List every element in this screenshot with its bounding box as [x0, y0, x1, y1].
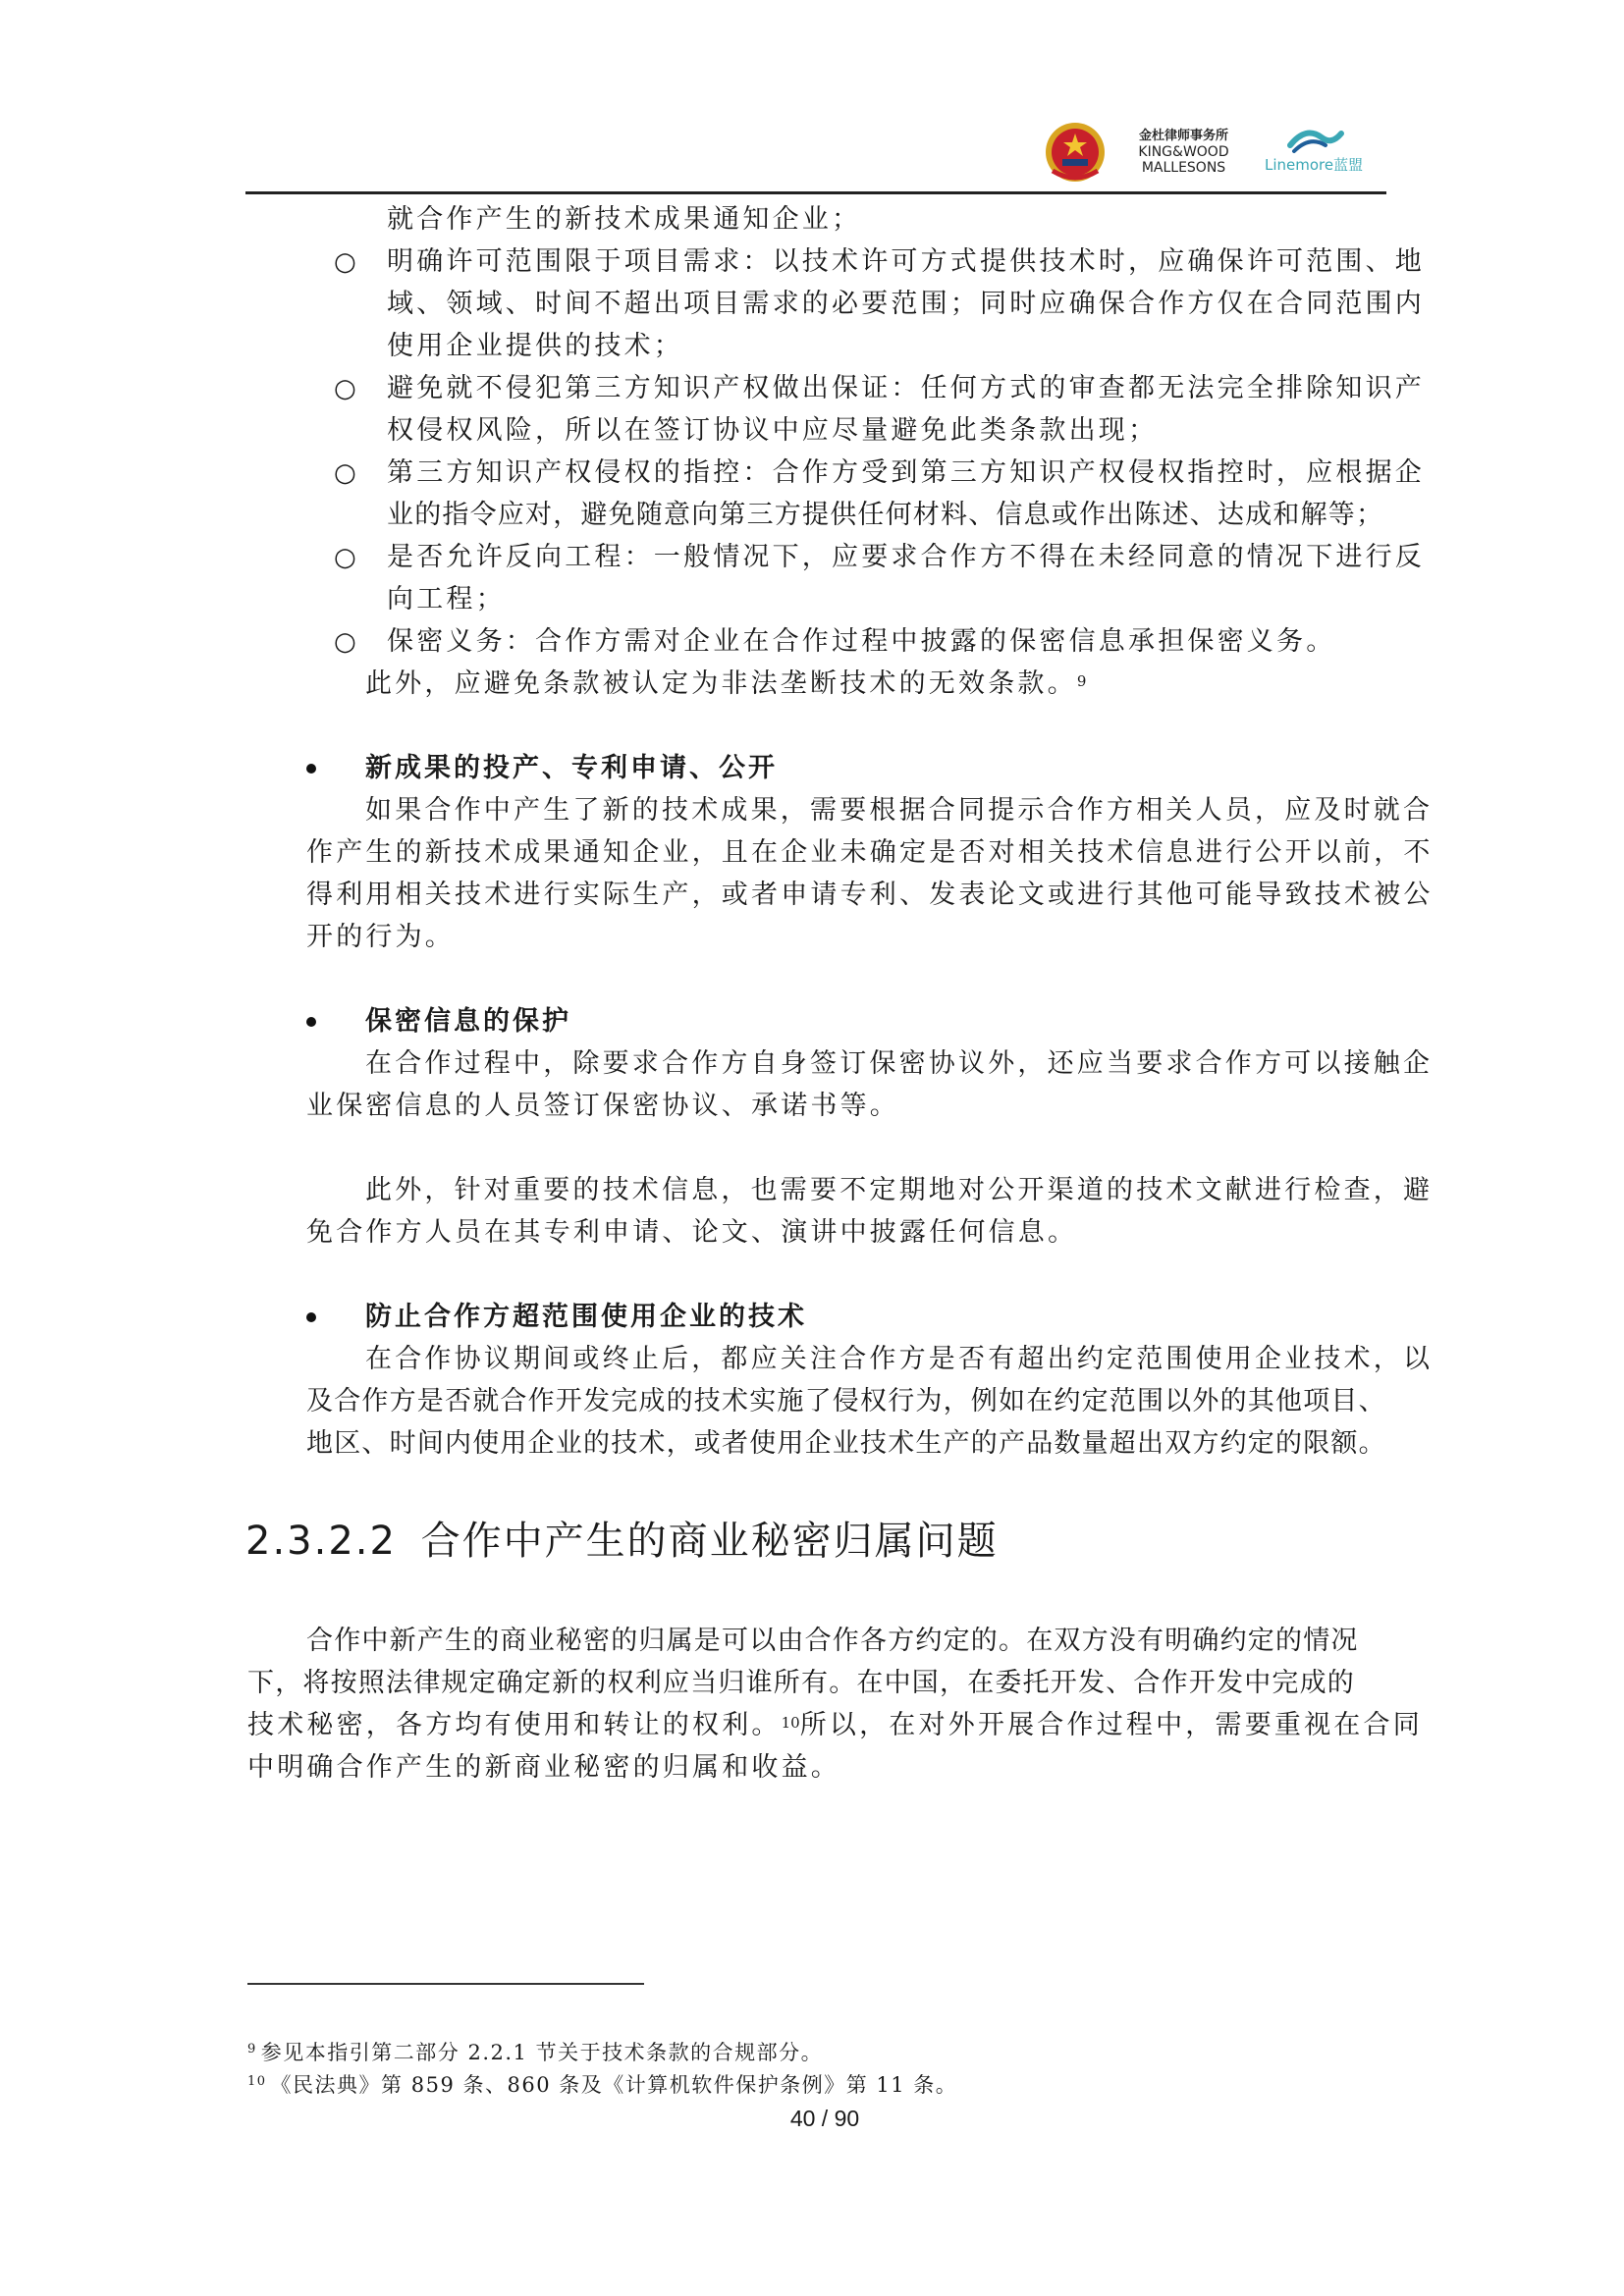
footnote-number: 10 [247, 2074, 267, 2089]
paragraph-line: 在合作协议期间或终止后，都应关注合作方是否有超出约定范围使用企业技术，以 [365, 1344, 1434, 1374]
paragraph-line: 及合作方是否就合作开发完成的技术实施了侵权行为，例如在约定范围以外的其他项目、 [306, 1386, 1386, 1416]
section-title: 防止合作方超范围使用企业的技术 [365, 1302, 807, 1332]
list-item-line: 使用企业提供的技术； [387, 331, 683, 361]
paragraph-line: 地区、时间内使用企业的技术，或者使用企业技术生产的产品数量超出双方约定的限额。 [306, 1428, 1386, 1459]
list-item-line: 业的指令应对，避免随意向第三方提供任何材料、信息或作出陈述、达成和解等； [387, 500, 1384, 530]
footnote [247, 2037, 823, 2072]
body-text: 所以，在对外开展合作过程中，需要重视在合同 [799, 1710, 1423, 1740]
kwm-logo-cn: 金杜律师事务所 [1138, 129, 1228, 143]
section-heading-title: 合作中产生的商业秘密归属问题 [420, 1519, 999, 1564]
header-divider [245, 191, 1386, 194]
list-item-line: 向工程； [387, 584, 506, 614]
kwm-logo-en1: KING&WOOD [1138, 144, 1229, 160]
police-emblem-logo [1043, 120, 1108, 185]
paragraph-line: 得利用相关技术进行实际生产，或者申请专利、发表论文或进行其他可能导致技术被公 [306, 880, 1434, 910]
page-number: 40 / 90 [789, 2106, 860, 2131]
dot-bullet-icon [306, 1017, 316, 1027]
footnote-text: 参见本指引第二部分 2.2.1 节关于技术条款的合规部分。 [260, 2041, 824, 2064]
section-title: 新成果的投产、专利申请、公开 [365, 753, 778, 783]
circle-bullet-icon: ○ [334, 627, 356, 657]
paragraph-line: 免合作方人员在其专利申请、论文、演讲中披露任何信息。 [306, 1217, 1078, 1248]
section-title: 保密信息的保护 [365, 1006, 571, 1037]
circle-bullet-icon: ○ [334, 543, 356, 572]
paragraph-line: 在合作过程中，除要求合作方自身签订保密协议外，还应当要求合作方可以接触企 [365, 1048, 1434, 1079]
paragraph-line: 下，将按照法律规定确定新的权利应当归谁所有。在中国，在委托开发、合作开发中完成的 [247, 1668, 1355, 1698]
circle-bullet-icon: ○ [334, 247, 356, 277]
circle-bullet-icon: ○ [334, 374, 356, 403]
linemore-wave-icon [1286, 124, 1345, 155]
paragraph-line: 开的行为。 [306, 922, 455, 952]
dot-bullet-icon [306, 764, 316, 774]
list-continuation: 就合作产生的新技术成果通知企业； [387, 204, 862, 235]
paragraph-line: 作产生的新技术成果通知企业，且在企业未确定是否对相关技术信息进行公开以前，不 [306, 837, 1434, 868]
footnote [247, 2069, 957, 2105]
list-note [365, 665, 1086, 707]
paragraph-line: 此外，针对重要的技术信息，也需要不定期地对公开渠道的技术文献进行检查，避 [365, 1175, 1434, 1205]
footnote-ref-10: 10 [781, 1714, 800, 1732]
list-item-line: 域、领域、时间不超出项目需求的必要范围；同时应确保合作方仅在合同范围内 [387, 289, 1425, 319]
circle-bullet-icon: ○ [334, 458, 356, 488]
linemore-logo-cn: 蓝盟 [1333, 156, 1364, 174]
section-heading [245, 1514, 999, 1569]
paragraph-line: 合作中新产生的商业秘密的归属是可以由合作各方约定的。在双方没有明确约定的情况 [306, 1626, 1359, 1656]
kwm-logo-en2: MALLESONS [1141, 160, 1226, 176]
paragraph-line: 如果合作中产生了新的技术成果，需要根据合同提示合作方相关人员，应及时就合 [365, 795, 1434, 826]
section-heading-number: 2.3.2.2 [245, 1519, 397, 1564]
list-item-line: 第三方知识产权侵权的指控：合作方受到第三方知识产权侵权指控时，应根据企 [387, 457, 1425, 488]
footnote-text: 《民法典》第 859 条、860 条及《计算机软件保护条例》第 11 条。 [270, 2073, 958, 2097]
emblem-icon [1043, 120, 1108, 185]
paragraph-line: 中明确合作产生的新商业秘密的归属和收益。 [247, 1752, 840, 1783]
paragraph-line [247, 1706, 1423, 1748]
list-item-line: 明确许可范围限于项目需求：以技术许可方式提供技术时，应确保许可范围、地 [387, 246, 1425, 277]
kwm-logo [1127, 128, 1240, 176]
footnote-number: 9 [247, 2042, 257, 2056]
paragraph-line: 业保密信息的人员签订保密协议、承诺书等。 [306, 1091, 899, 1121]
dot-bullet-icon [306, 1312, 316, 1322]
linemore-logo [1265, 124, 1368, 179]
linemore-logo-en: Linemore [1265, 156, 1334, 174]
list-item-line: 避免就不侵犯第三方知识产权做出保证：任何方式的审查都无法完全排除知识产 [387, 373, 1425, 403]
list-item-line: 权侵权风险，所以在签订协议中应尽量避免此类条款出现； [387, 415, 1159, 446]
footnote-ref-9: 9 [1076, 672, 1087, 690]
list-item-line: 是否允许反向工程：一般情况下，应要求合作方不得在未经同意的情况下进行反 [387, 542, 1425, 572]
list-note-text: 此外，应避免条款被认定为非法垄断技术的无效条款。 [365, 668, 1077, 699]
body-text: 技术秘密，各方均有使用和转让的权利。 [247, 1710, 782, 1740]
footnote-divider [247, 1983, 644, 1985]
list-item-line: 保密义务：合作方需对企业在合作过程中披露的保密信息承担保密义务。 [387, 626, 1336, 657]
